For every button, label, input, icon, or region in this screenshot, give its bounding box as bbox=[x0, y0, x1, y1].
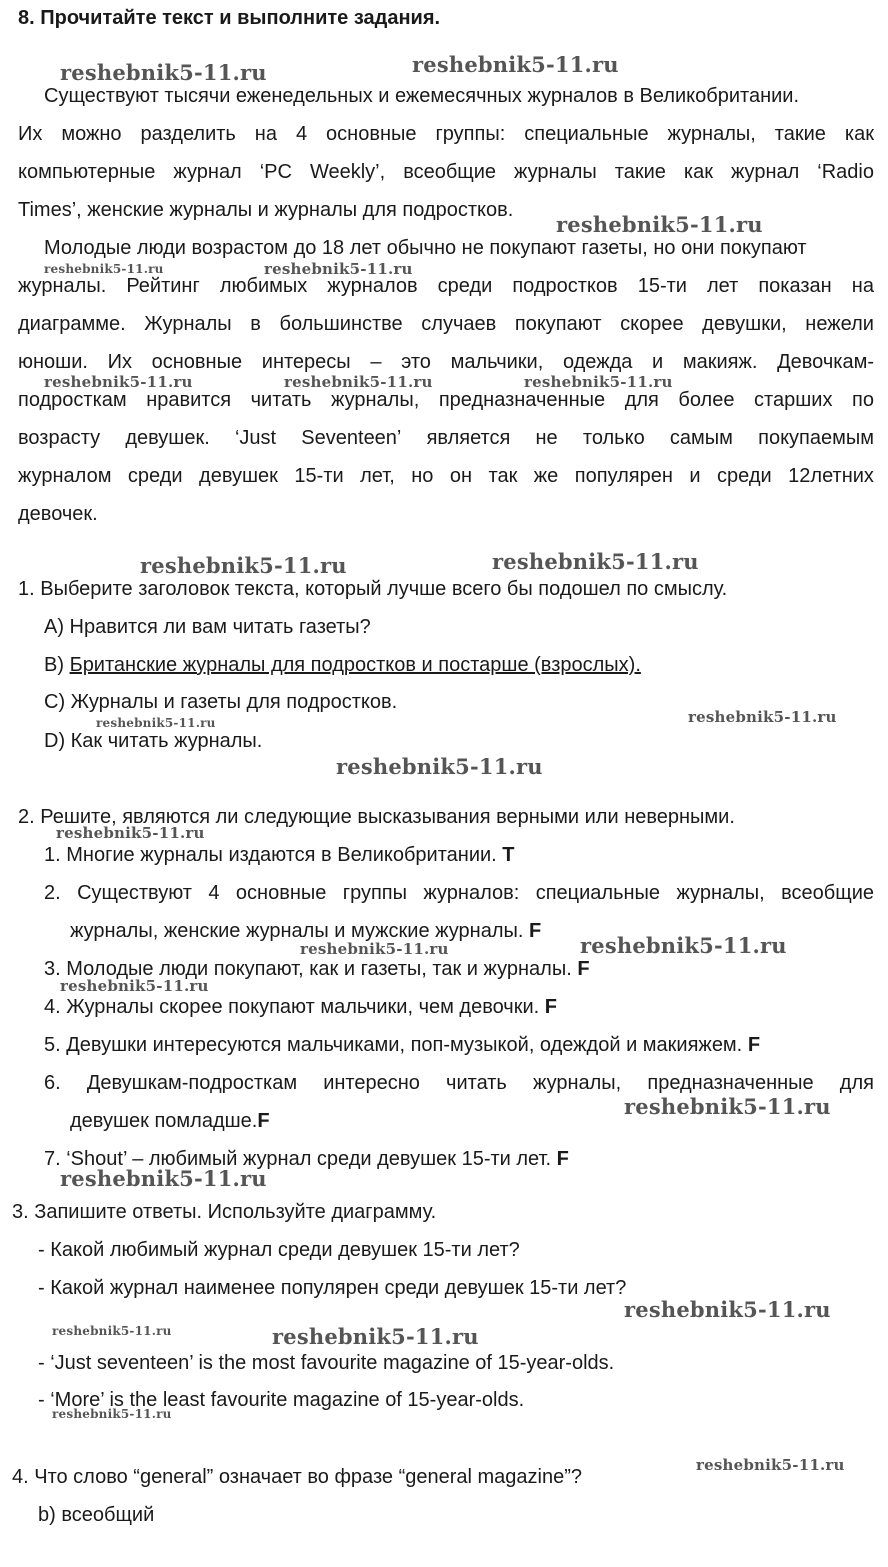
task-title: 8. Прочитайте текст и выполните задания. bbox=[18, 7, 441, 29]
q2-item-4-answer: F bbox=[544, 996, 557, 1018]
q3-prompt-1: - Какой любимый журнал среди девушек 15-ти лет? bbox=[38, 1239, 520, 1261]
paragraph1-line-3: компьютерные журнал ‘PC Weekly’, всеобщие журналы такие как журнал ‘Radio bbox=[18, 161, 874, 183]
q2-item-5-answer: F bbox=[747, 1034, 761, 1056]
paragraph2-line-2: журналы. Рейтинг любимых журналов среди подростков 15-ти лет показан на bbox=[18, 275, 874, 297]
q2-item-2: 2. Существуют 4 основные группы журналов: специальные журналы, всеобщие bbox=[44, 882, 874, 904]
paragraph2-line-1: Молодые люди возрастом до 18 лет обычно не покупают газеты, но они покупают bbox=[44, 237, 807, 259]
q2-item-7-text: 7. ‘Shout’ – любимый журнал среди девушек 15-ти лет. bbox=[44, 1148, 557, 1170]
q2-item-5 bbox=[44, 1033, 760, 1057]
watermark: reshebnik5-11.ru bbox=[556, 212, 763, 237]
q1-option-a: A) Нравится ли вам читать газеты? bbox=[44, 616, 371, 638]
watermark: reshebnik5-11.ru bbox=[284, 373, 433, 391]
watermark: reshebnik5-11.ru bbox=[336, 754, 543, 779]
watermark: reshebnik5-11.ru bbox=[492, 549, 699, 574]
q3-prompt-2: - Какой журнал наименее популярен среди девушек 15-ти лет? bbox=[38, 1277, 627, 1299]
watermark: reshebnik5-11.ru bbox=[60, 60, 267, 85]
watermark: reshebnik5-11.ru bbox=[524, 373, 673, 391]
q2-item-6-answer: F bbox=[257, 1110, 270, 1132]
q2-item-4 bbox=[44, 995, 557, 1019]
watermark: reshebnik5-11.ru bbox=[96, 716, 216, 730]
q2-question: 2. Решите, являются ли следующие высказывания верными или неверными. bbox=[18, 806, 735, 828]
paragraph1-line-1: Существуют тысячи еженедельных и ежемесячных журналов в Великобритании. bbox=[44, 85, 800, 107]
q1-question: 1. Выберите заголовок текста, который лучше всего бы подошел по смыслу. bbox=[18, 578, 728, 600]
paragraph2-line-4: юноши. Их основные интересы – это мальчики, одежда и макияж. Девочкам- bbox=[18, 351, 874, 373]
q1-option-b-answer: Британские журналы для подростков и постарше (взрослых). bbox=[69, 654, 641, 676]
q1-option-c: C) Журналы и газеты для подростков. bbox=[44, 691, 398, 713]
watermark: reshebnik5-11.ru bbox=[688, 708, 837, 726]
q4-question: 4. Что слово “general” означает во фразе “general magazine”? bbox=[12, 1466, 583, 1488]
q2-item-1-text: 1. Многие журналы издаются в Великобритании. bbox=[44, 844, 503, 866]
watermark: reshebnik5-11.ru bbox=[696, 1456, 845, 1474]
paragraph1-line-2: Их можно разделить на 4 основные группы: специальные журналы, такие как bbox=[18, 123, 874, 145]
q2-item-2-cont-text: журналы, женские журналы и мужские журналы. bbox=[70, 920, 529, 942]
paragraph2-line-6: возрасту девушек. ‘Just Seventeen’ является не только самым покупаемым bbox=[18, 427, 874, 449]
watermark: reshebnik5-11.ru bbox=[44, 373, 193, 391]
watermark: reshebnik5-11.ru bbox=[52, 1407, 172, 1421]
watermark: reshebnik5-11.ru bbox=[140, 553, 347, 578]
paragraph2-line-3: диаграмме. Журналы в большинстве случаев покупают скорее девушки, нежели bbox=[18, 313, 874, 335]
watermark: reshebnik5-11.ru bbox=[60, 1166, 267, 1191]
q1-option-d: D) Как читать журналы. bbox=[44, 730, 263, 752]
watermark: reshebnik5-11.ru bbox=[52, 1324, 172, 1338]
watermark: reshebnik5-11.ru bbox=[264, 260, 413, 278]
q2-item-5-text: 5. Девушки интересуются мальчиками, поп-музыкой, одеждой и макияжем. bbox=[44, 1034, 748, 1056]
q1-option-b bbox=[44, 653, 641, 677]
watermark: reshebnik5-11.ru bbox=[624, 1297, 831, 1322]
watermark: reshebnik5-11.ru bbox=[56, 824, 205, 842]
watermark: reshebnik5-11.ru bbox=[624, 1094, 831, 1119]
q2-item-2-answer: F bbox=[528, 920, 542, 942]
paragraph2-line-5: подросткам нравится читать журналы, предназначенные для более старших по bbox=[18, 389, 874, 411]
watermark: reshebnik5-11.ru bbox=[412, 52, 619, 77]
q2-item-3-answer: F bbox=[577, 958, 590, 980]
q1-option-b-letter: B) bbox=[44, 654, 70, 676]
q3-answer-1: - ‘Just seventeen’ is the most favourite magazine of 15-year-olds. bbox=[38, 1352, 615, 1374]
q2-item-4-text: 4. Журналы скорее покупают мальчики, чем девочки. bbox=[44, 996, 545, 1018]
paragraph2-line-7: журналом среди девушек 15-ти лет, но он так же популярен и среди 12летних bbox=[18, 465, 874, 487]
watermark: reshebnik5-11.ru bbox=[300, 940, 449, 958]
q2-item-1-answer: T bbox=[502, 844, 515, 866]
q3-answer-2: - ‘More’ is the least favourite magazine of 15-year-olds. bbox=[38, 1389, 525, 1411]
q2-item-7-answer: F bbox=[556, 1148, 569, 1170]
paragraph2-line-8: девочек. bbox=[18, 503, 98, 525]
watermark: reshebnik5-11.ru bbox=[44, 262, 164, 276]
q2-item-6-cont-text: девушек помладше. bbox=[70, 1110, 258, 1132]
paragraph1-line-4: Times’, женские журналы и журналы для подростков. bbox=[18, 199, 514, 221]
watermark: reshebnik5-11.ru bbox=[580, 933, 787, 958]
watermark: reshebnik5-11.ru bbox=[60, 977, 209, 995]
q4-answer: b) всеобщий bbox=[38, 1504, 155, 1526]
q3-question: 3. Запишите ответы. Используйте диаграмму. bbox=[12, 1201, 437, 1223]
q2-item-6-cont bbox=[70, 1109, 270, 1133]
q2-item-1 bbox=[44, 843, 515, 867]
q2-item-3-text: 3. Молодые люди покупают, как и газеты, так и журналы. bbox=[44, 958, 578, 980]
watermark: reshebnik5-11.ru bbox=[272, 1324, 479, 1349]
q2-item-6: 6. Девушкам-подросткам интересно читать журналы, предназначенные для bbox=[44, 1072, 874, 1094]
